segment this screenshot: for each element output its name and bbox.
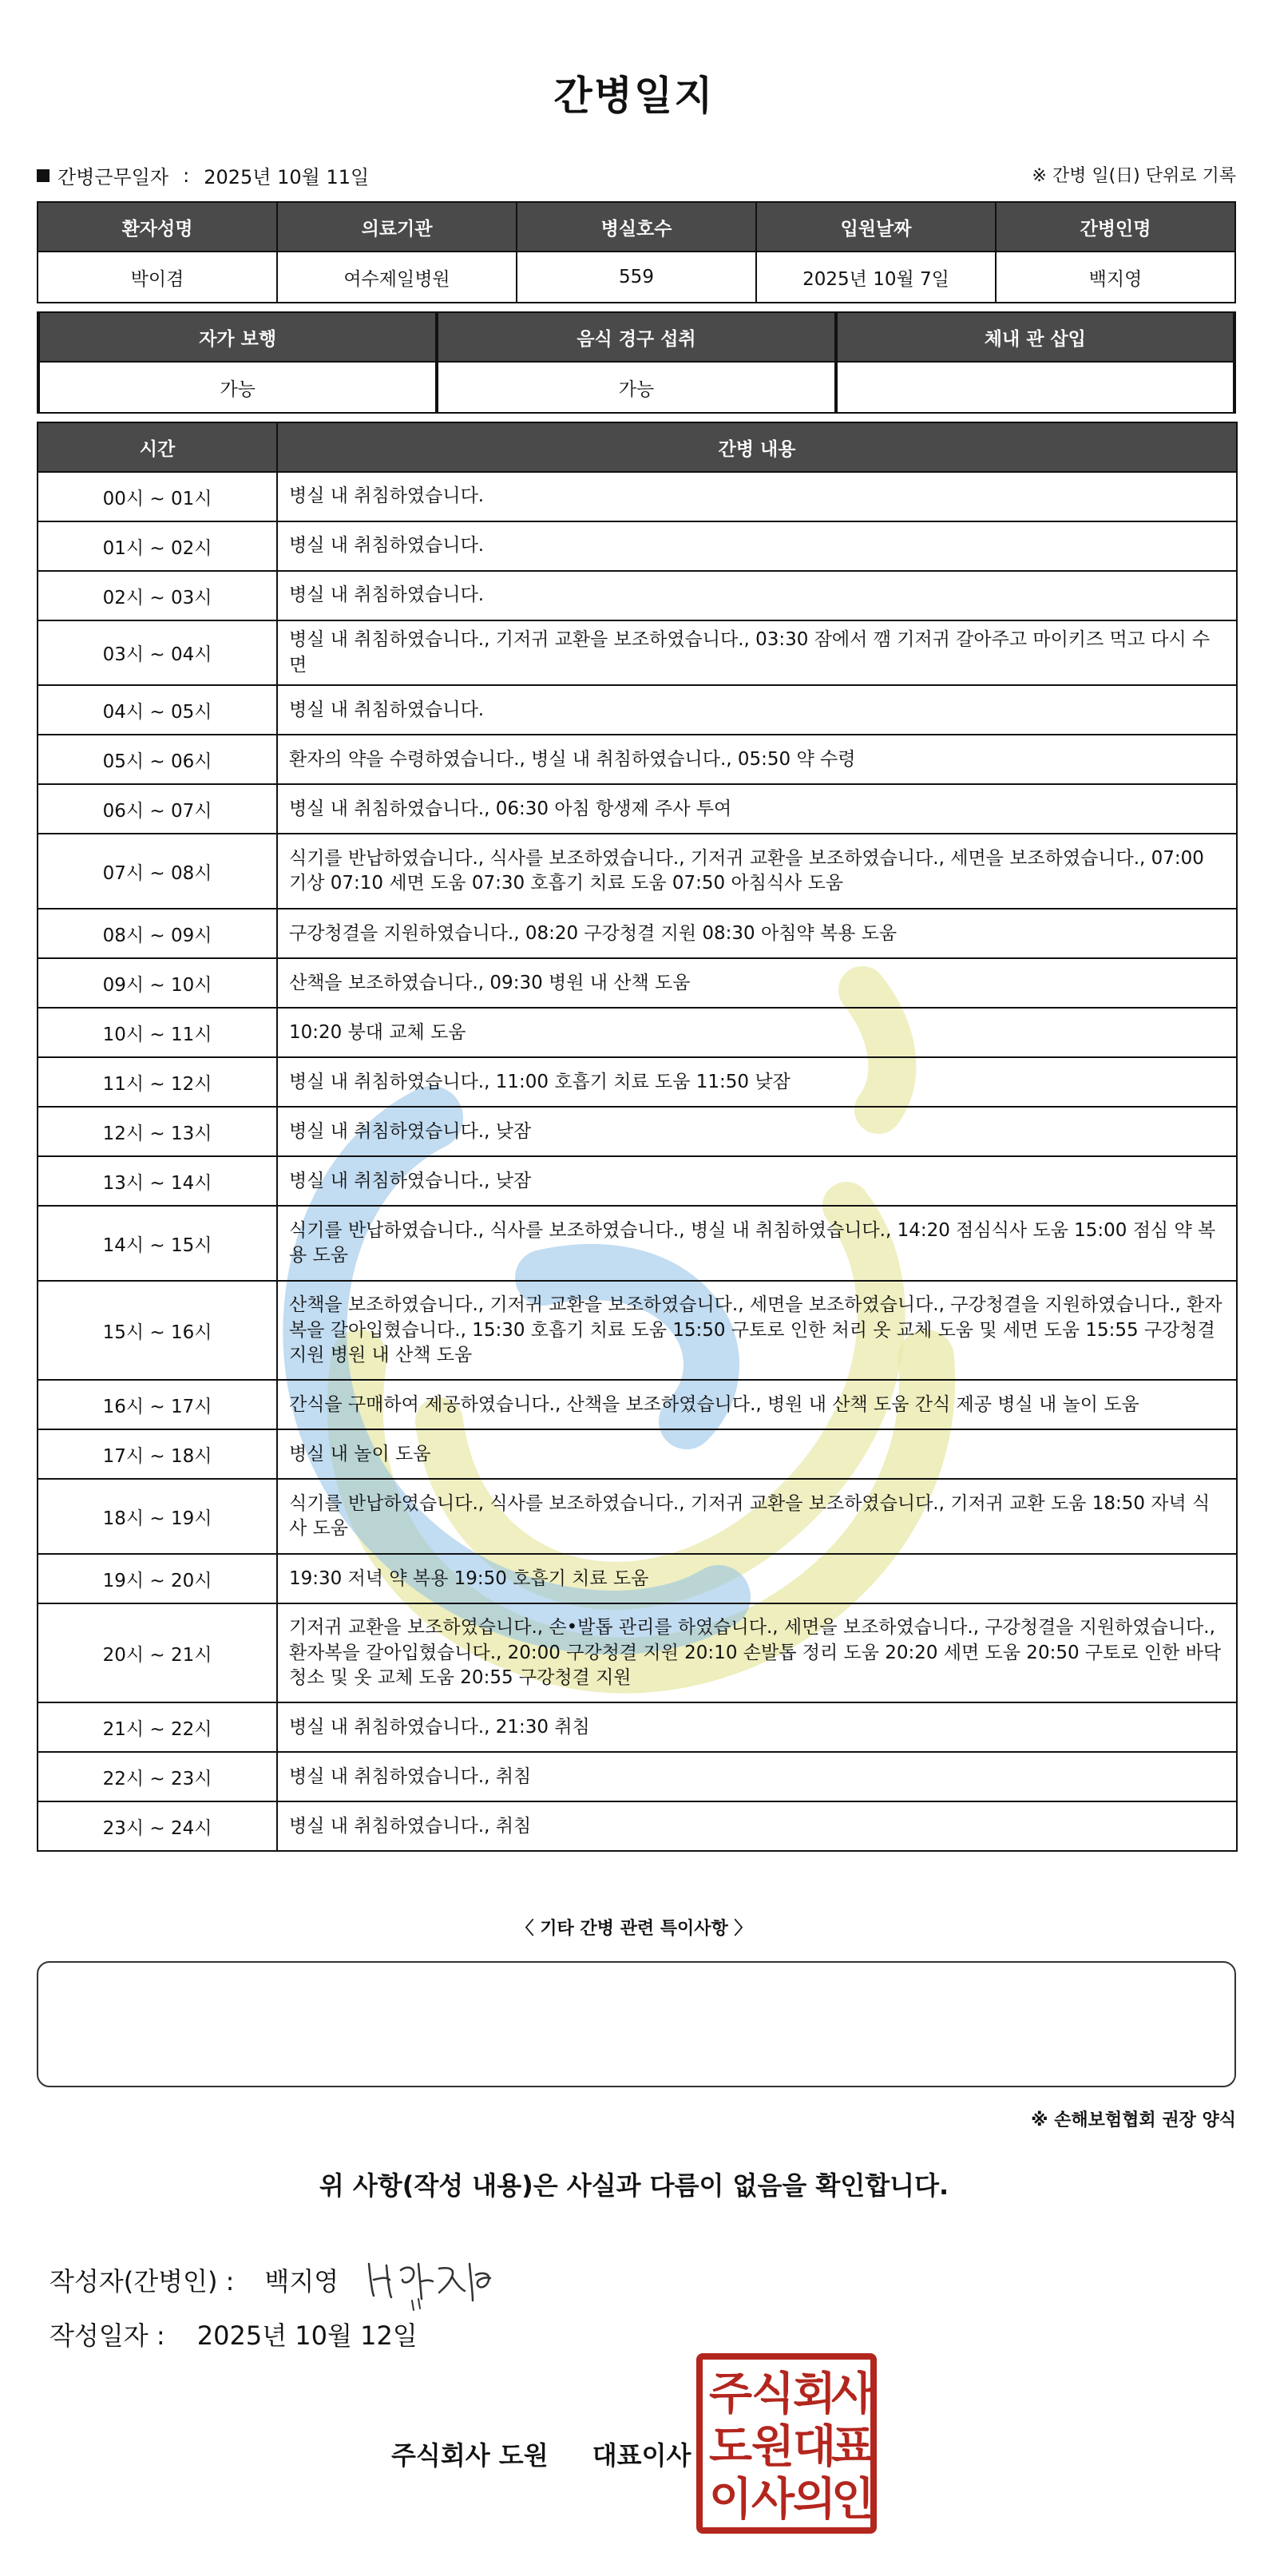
svg-text:주: 주 <box>708 2368 753 2420</box>
header-patient-name: 환자성명 <box>38 202 277 252</box>
svg-text:사: 사 <box>830 2368 875 2420</box>
care-content: 10:20 붕대 교체 도움 <box>277 1008 1237 1057</box>
care-content: 식기를 반납하였습니다., 식사를 보조하였습니다., 기저귀 교환을 보조하였습니다., 기저귀 교환 도움 18:50 자녁 식사 도움 <box>277 1479 1237 1554</box>
table-row <box>38 620 1237 685</box>
patient-info-table <box>37 201 1236 303</box>
care-log-table <box>37 422 1238 1852</box>
svg-text:대: 대 <box>792 2421 837 2473</box>
tube-insertion-value <box>836 362 1234 413</box>
time-slot: 06시 ~ 07시 <box>38 784 277 834</box>
care-content: 간식을 구매하여 제공하였습니다., 산책을 보조하였습니다., 병원 내 산책 도움 간식 제공 병실 내 놀이 도움 <box>277 1380 1237 1429</box>
header-tube-insertion: 체내 관 삽입 <box>836 312 1234 362</box>
patient-status-table <box>37 311 1236 414</box>
daily-record-note: ※ 간병 일(日) 단위로 기록 <box>1032 166 1236 186</box>
table-row <box>38 1752 1237 1801</box>
table-row <box>38 784 1237 834</box>
remarks-box <box>37 1961 1236 2087</box>
table-row <box>38 909 1237 958</box>
care-content: 환자의 약을 수령하였습니다., 병실 내 취침하였습니다., 05:50 약 수령 <box>277 735 1237 784</box>
table-row <box>38 1380 1237 1429</box>
time-slot: 18시 ~ 19시 <box>38 1479 277 1554</box>
patient-status-value-row <box>38 362 1234 413</box>
work-date-value: 2025년 10월 11일 <box>204 166 370 188</box>
care-content: 병실 내 취침하였습니다., 기저귀 교환을 보조하였습니다., 03:30 잠에서 깸 기저귀 갈아주고 마이키즈 먹고 다시 수면 <box>277 620 1237 685</box>
writer-line <box>50 2248 498 2312</box>
svg-text:원: 원 <box>751 2421 795 2473</box>
table-row <box>38 1206 1237 1281</box>
care-content: 19:30 저녁 약 복용 19:50 호흡기 치료 도움 <box>277 1554 1237 1603</box>
time-slot: 22시 ~ 23시 <box>38 1752 277 1801</box>
work-date-label: 간병근무일자 <box>57 166 169 188</box>
writer-name: 백지영 <box>264 2266 339 2297</box>
company-line <box>391 2435 691 2472</box>
caregiver-name: 백지영 <box>996 252 1235 303</box>
table-row <box>38 1107 1237 1156</box>
table-row <box>38 1554 1237 1603</box>
time-slot: 15시 ~ 16시 <box>38 1281 277 1380</box>
care-content: 병실 내 취침하였습니다., 낮잠 <box>277 1156 1237 1206</box>
time-slot: 07시 ~ 08시 <box>38 834 277 909</box>
bullet-square-icon <box>37 169 50 182</box>
time-slot: 23시 ~ 24시 <box>38 1801 277 1851</box>
header-admission-date: 입원날짜 <box>756 202 996 252</box>
care-content: 병실 내 취침하였습니다., 06:30 아침 항생제 주사 투여 <box>277 784 1237 834</box>
writer-label: 작성자(간병인) : <box>50 2266 235 2297</box>
care-content: 산책을 보조하였습니다., 09:30 병원 내 산책 도움 <box>277 958 1237 1008</box>
table-row <box>38 1008 1237 1057</box>
table-row <box>38 735 1237 784</box>
care-content: 병실 내 취침하였습니다. <box>277 472 1237 521</box>
svg-text:표: 표 <box>830 2421 875 2473</box>
room-number: 559 <box>517 252 756 303</box>
time-slot: 13시 ~ 14시 <box>38 1156 277 1206</box>
time-slot: 17시 ~ 18시 <box>38 1429 277 1479</box>
svg-text:인: 인 <box>830 2474 875 2526</box>
care-content: 구강청결을 지원하였습니다., 08:20 구강청결 지원 08:30 아침약 복용 도움 <box>277 909 1237 958</box>
care-content: 식기를 반납하였습니다., 식사를 보조하였습니다., 병실 내 취침하였습니다., 14:20 점심식사 도움 15:00 점심 약 복용 도움 <box>277 1206 1237 1281</box>
care-content: 병실 내 취침하였습니다., 취침 <box>277 1752 1237 1801</box>
remarks-title: 〈 기타 간병 관련 특이사항 〉 <box>516 1919 752 1939</box>
patient-name: 박이겸 <box>38 252 277 303</box>
svg-text:의: 의 <box>792 2474 837 2526</box>
table-row <box>38 1603 1237 1702</box>
table-row <box>38 521 1237 571</box>
time-slot: 10시 ~ 11시 <box>38 1008 277 1057</box>
time-slot: 03시 ~ 04시 <box>38 620 277 685</box>
time-slot: 20시 ~ 21시 <box>38 1603 277 1702</box>
time-slot: 09시 ~ 10시 <box>38 958 277 1008</box>
time-slot: 14시 ~ 15시 <box>38 1206 277 1281</box>
header-caregiver-name: 간병인명 <box>996 202 1235 252</box>
company-seal-stamp <box>695 2352 878 2535</box>
care-content: 병실 내 취침하였습니다., 취침 <box>277 1801 1237 1851</box>
admission-date: 2025년 10월 7일 <box>756 252 996 303</box>
page-title: 간병일지 <box>553 73 715 119</box>
patient-info-value-row <box>38 252 1235 303</box>
time-slot: 21시 ~ 22시 <box>38 1702 277 1752</box>
svg-text:사: 사 <box>751 2474 795 2526</box>
header-time: 시간 <box>38 422 277 472</box>
care-content: 병실 내 취침하였습니다. <box>277 571 1237 620</box>
header-care-content: 간병 내용 <box>277 422 1237 472</box>
oral-intake-value: 가능 <box>437 362 835 413</box>
header-oral-intake: 음식 경구 섭취 <box>437 312 835 362</box>
table-row <box>38 1156 1237 1206</box>
time-slot: 04시 ~ 05시 <box>38 685 277 735</box>
table-row <box>38 1479 1237 1554</box>
table-row <box>38 834 1237 909</box>
care-content: 식기를 반납하였습니다., 식사를 보조하였습니다., 기저귀 교환을 보조하였습니다., 세면을 보조하였습니다., 07:00 기상 07:10 세면 도움 07:30 호흡기 치료 도움 07:50 아침식사 도움 <box>277 834 1237 909</box>
care-content: 병실 내 취침하였습니다., 21:30 취침 <box>277 1702 1237 1752</box>
company-name: 주식회사 도원 <box>391 2440 549 2471</box>
svg-text:도: 도 <box>708 2421 753 2473</box>
table-row <box>38 1702 1237 1752</box>
hospital-name: 여수제일병원 <box>277 252 517 303</box>
care-content: 병실 내 취침하였습니다., 낮잠 <box>277 1107 1237 1156</box>
handwritten-signature <box>363 2248 498 2312</box>
confirmation-statement: 위 사항(작성 내용)은 사실과 다름이 없음을 확인합니다. <box>319 2170 949 2201</box>
patient-info-header-row <box>38 202 1235 252</box>
table-row <box>38 472 1237 521</box>
svg-text:이: 이 <box>708 2474 753 2526</box>
header-self-walking: 자가 보행 <box>38 312 437 362</box>
svg-text:회: 회 <box>792 2368 837 2420</box>
care-content: 병실 내 취침하였습니다. <box>277 521 1237 571</box>
time-slot: 19시 ~ 20시 <box>38 1554 277 1603</box>
time-slot: 00시 ~ 01시 <box>38 472 277 521</box>
table-row <box>38 685 1237 735</box>
table-row <box>38 1429 1237 1479</box>
table-row <box>38 958 1237 1008</box>
table-row <box>38 1281 1237 1380</box>
work-date-line <box>37 161 369 189</box>
table-row <box>38 1057 1237 1107</box>
care-log-header-row <box>38 422 1237 472</box>
care-content: 산책을 보조하였습니다., 기저귀 교환을 보조하였습니다., 세면을 보조하였습니다., 구강청결을 지원하였습니다., 환자복을 갈아입혔습니다., 15:30 호흡기 치료 도움 15:50 구토로 인한 처리 옷 교체 도움 및 세면 도움 15:55 구강청결 지원 병원 내 산책 도움 <box>277 1281 1237 1380</box>
care-content: 병실 내 놀이 도움 <box>277 1429 1237 1479</box>
time-slot: 08시 ~ 09시 <box>38 909 277 958</box>
care-content: 병실 내 취침하였습니다. <box>277 685 1237 735</box>
care-content: 병실 내 취침하였습니다., 11:00 호흡기 치료 도움 11:50 낮잠 <box>277 1057 1237 1107</box>
time-slot: 12시 ~ 13시 <box>38 1107 277 1156</box>
patient-status-header-row <box>38 312 1234 362</box>
table-row <box>38 1801 1237 1851</box>
time-slot: 02시 ~ 03시 <box>38 571 277 620</box>
self-walking-value: 가능 <box>38 362 437 413</box>
write-date-label: 작성일자 : <box>50 2320 165 2351</box>
care-log-body <box>38 472 1237 1851</box>
care-content: 기저귀 교환을 보조하였습니다., 손•발톱 관리를 하였습니다., 세면을 보조하였습니다., 구강청결을 지원하였습니다., 환자복을 갈아입혔습니다., 20:00 구강청결 지원 20:10 손발톱 정리 도움 20:20 세면 도움 20:50 구토로 인한 바닥 청소 및 옷 교체 도움 20:55 구강청결 지원 <box>277 1603 1237 1702</box>
work-date-separator: : <box>183 164 190 187</box>
time-slot: 11시 ~ 12시 <box>38 1057 277 1107</box>
time-slot: 16시 ~ 17시 <box>38 1380 277 1429</box>
time-slot: 05시 ~ 06시 <box>38 735 277 784</box>
write-date-value: 2025년 10월 12일 <box>196 2320 418 2351</box>
recommended-form-note: ※ 손해보험협회 권장 양식 <box>1031 2110 1236 2130</box>
time-slot: 01시 ~ 02시 <box>38 521 277 571</box>
company-representative: 대표이사 <box>592 2440 691 2471</box>
svg-text:식: 식 <box>751 2368 795 2420</box>
header-hospital: 의료기관 <box>277 202 517 252</box>
write-date-line <box>50 2316 418 2352</box>
table-row <box>38 571 1237 620</box>
header-room-number: 병실호수 <box>517 202 756 252</box>
